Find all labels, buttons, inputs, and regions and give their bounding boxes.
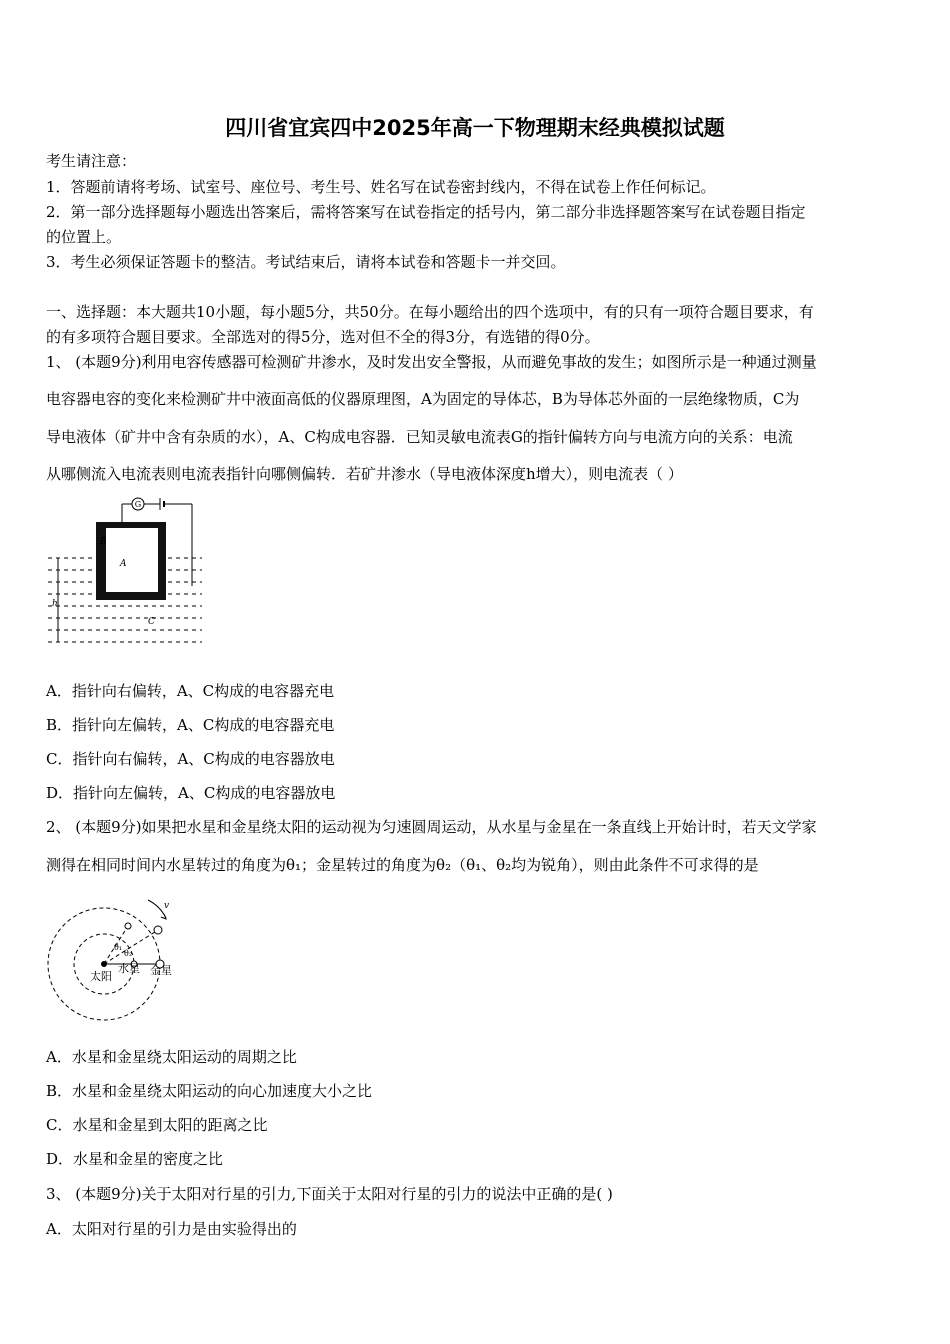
question-1-option[interactable]: B．指针向左偏转，A、C构成的电容器充电	[46, 716, 335, 734]
question-1-text: 电容器电容的变化来检测矿井中液面高低的仪器原理图，A为固定的导体芯，B为导体芯外面的一层绝缘物质，C为	[46, 390, 800, 408]
question-1-text: 从哪侧流入电流表则电流表指针向哪侧偏转．若矿井渗水（导电液体深度h增大），则电流表（ ）	[46, 465, 683, 483]
notice-item: 3．考生必须保证答题卡的整洁。考试结束后，请将本试卷和答题卡一并交回。	[46, 253, 566, 271]
question-1-option[interactable]: A．指针向右偏转，A、C构成的电容器充电	[46, 682, 335, 700]
question-2-option[interactable]: A．水星和金星绕太阳运动的周期之比	[46, 1048, 297, 1066]
capacitor-sensor-figure	[44, 494, 204, 648]
orbit-figure	[44, 892, 176, 1022]
galvanometer-label: G	[134, 500, 142, 509]
question-2-option[interactable]: D．水星和金星的密度之比	[46, 1150, 224, 1168]
notice-item: 1．答题前请将考场、试室号、座位号、考生号、姓名写在试卷密封线内，不得在试卷上作任何标记。	[46, 178, 716, 196]
page-title: 四川省宜宾四中2025年高一下物理期末经典模拟试题	[225, 116, 725, 140]
question-1-text: 导电液体（矿井中含有杂质的水），A、C构成电容器．已知灵敏电流表G的指针偏转方向与电流方向的关系：电流	[46, 428, 793, 446]
question-2-text: 2、 (本题9分)如果把水星和金星绕太阳的运动视为匀速圆周运动，从水星与金星在一条直线上开始计时，若天文学家	[46, 818, 817, 836]
sun-label: 太阳	[90, 970, 112, 983]
notice-heading: 考生请注意：	[46, 152, 137, 170]
question-1-text: 1、 (本题9分)利用电容传感器可检测矿井渗水，及时发出安全警报，从而避免事故的发生；如图所示是一种通过测量	[46, 353, 817, 371]
label-c: C	[148, 617, 155, 627]
label-h: h	[52, 599, 58, 609]
section-heading: 一、选择题：本大题共10小题，每小题5分，共50分。在每小题给出的四个选项中，有的只有一项符合题目要求，有	[46, 303, 814, 321]
theta1-label: θ₁	[114, 943, 123, 952]
notice-item: 的位置上。	[46, 228, 122, 246]
question-2-option[interactable]: B．水星和金星绕太阳运动的向心加速度大小之比	[46, 1082, 373, 1100]
notice-item: 2．第一部分选择题每小题选出答案后，需将答案写在试卷指定的括号内，第二部分非选择题答案写在试卷题目指定	[46, 203, 806, 221]
question-2-option[interactable]: C．水星和金星到太阳的距离之比	[46, 1116, 268, 1134]
venus-label: 金星	[150, 964, 172, 977]
mercury-label: 水星	[118, 962, 140, 975]
sun-dot	[101, 961, 107, 967]
question-2-text: 测得在相同时间内水星转过的角度为θ₁；金星转过的角度为θ₂（θ₁、θ₂均为锐角），则由此条件不可求得的是	[46, 856, 759, 874]
velocity-label: v	[164, 901, 170, 911]
question-3-text: 3、 (本题9分)关于太阳对行星的引力,下面关于太阳对行星的引力的说法中正确的是( )	[46, 1185, 613, 1203]
question-1-option[interactable]: C．指针向右偏转，A、C构成的电容器放电	[46, 750, 335, 768]
question-1-option[interactable]: D．指针向左偏转，A、C构成的电容器放电	[46, 784, 336, 802]
theta2-label: θ₂	[124, 949, 133, 958]
section-heading: 的有多项符合题目要求。全部选对的得5分，选对但不全的得3分，有选错的得0分。	[46, 328, 600, 346]
question-3-option[interactable]: A．太阳对行星的引力是由实验得出的	[46, 1220, 297, 1238]
label-b: B	[100, 537, 107, 547]
label-a: A	[120, 559, 127, 569]
